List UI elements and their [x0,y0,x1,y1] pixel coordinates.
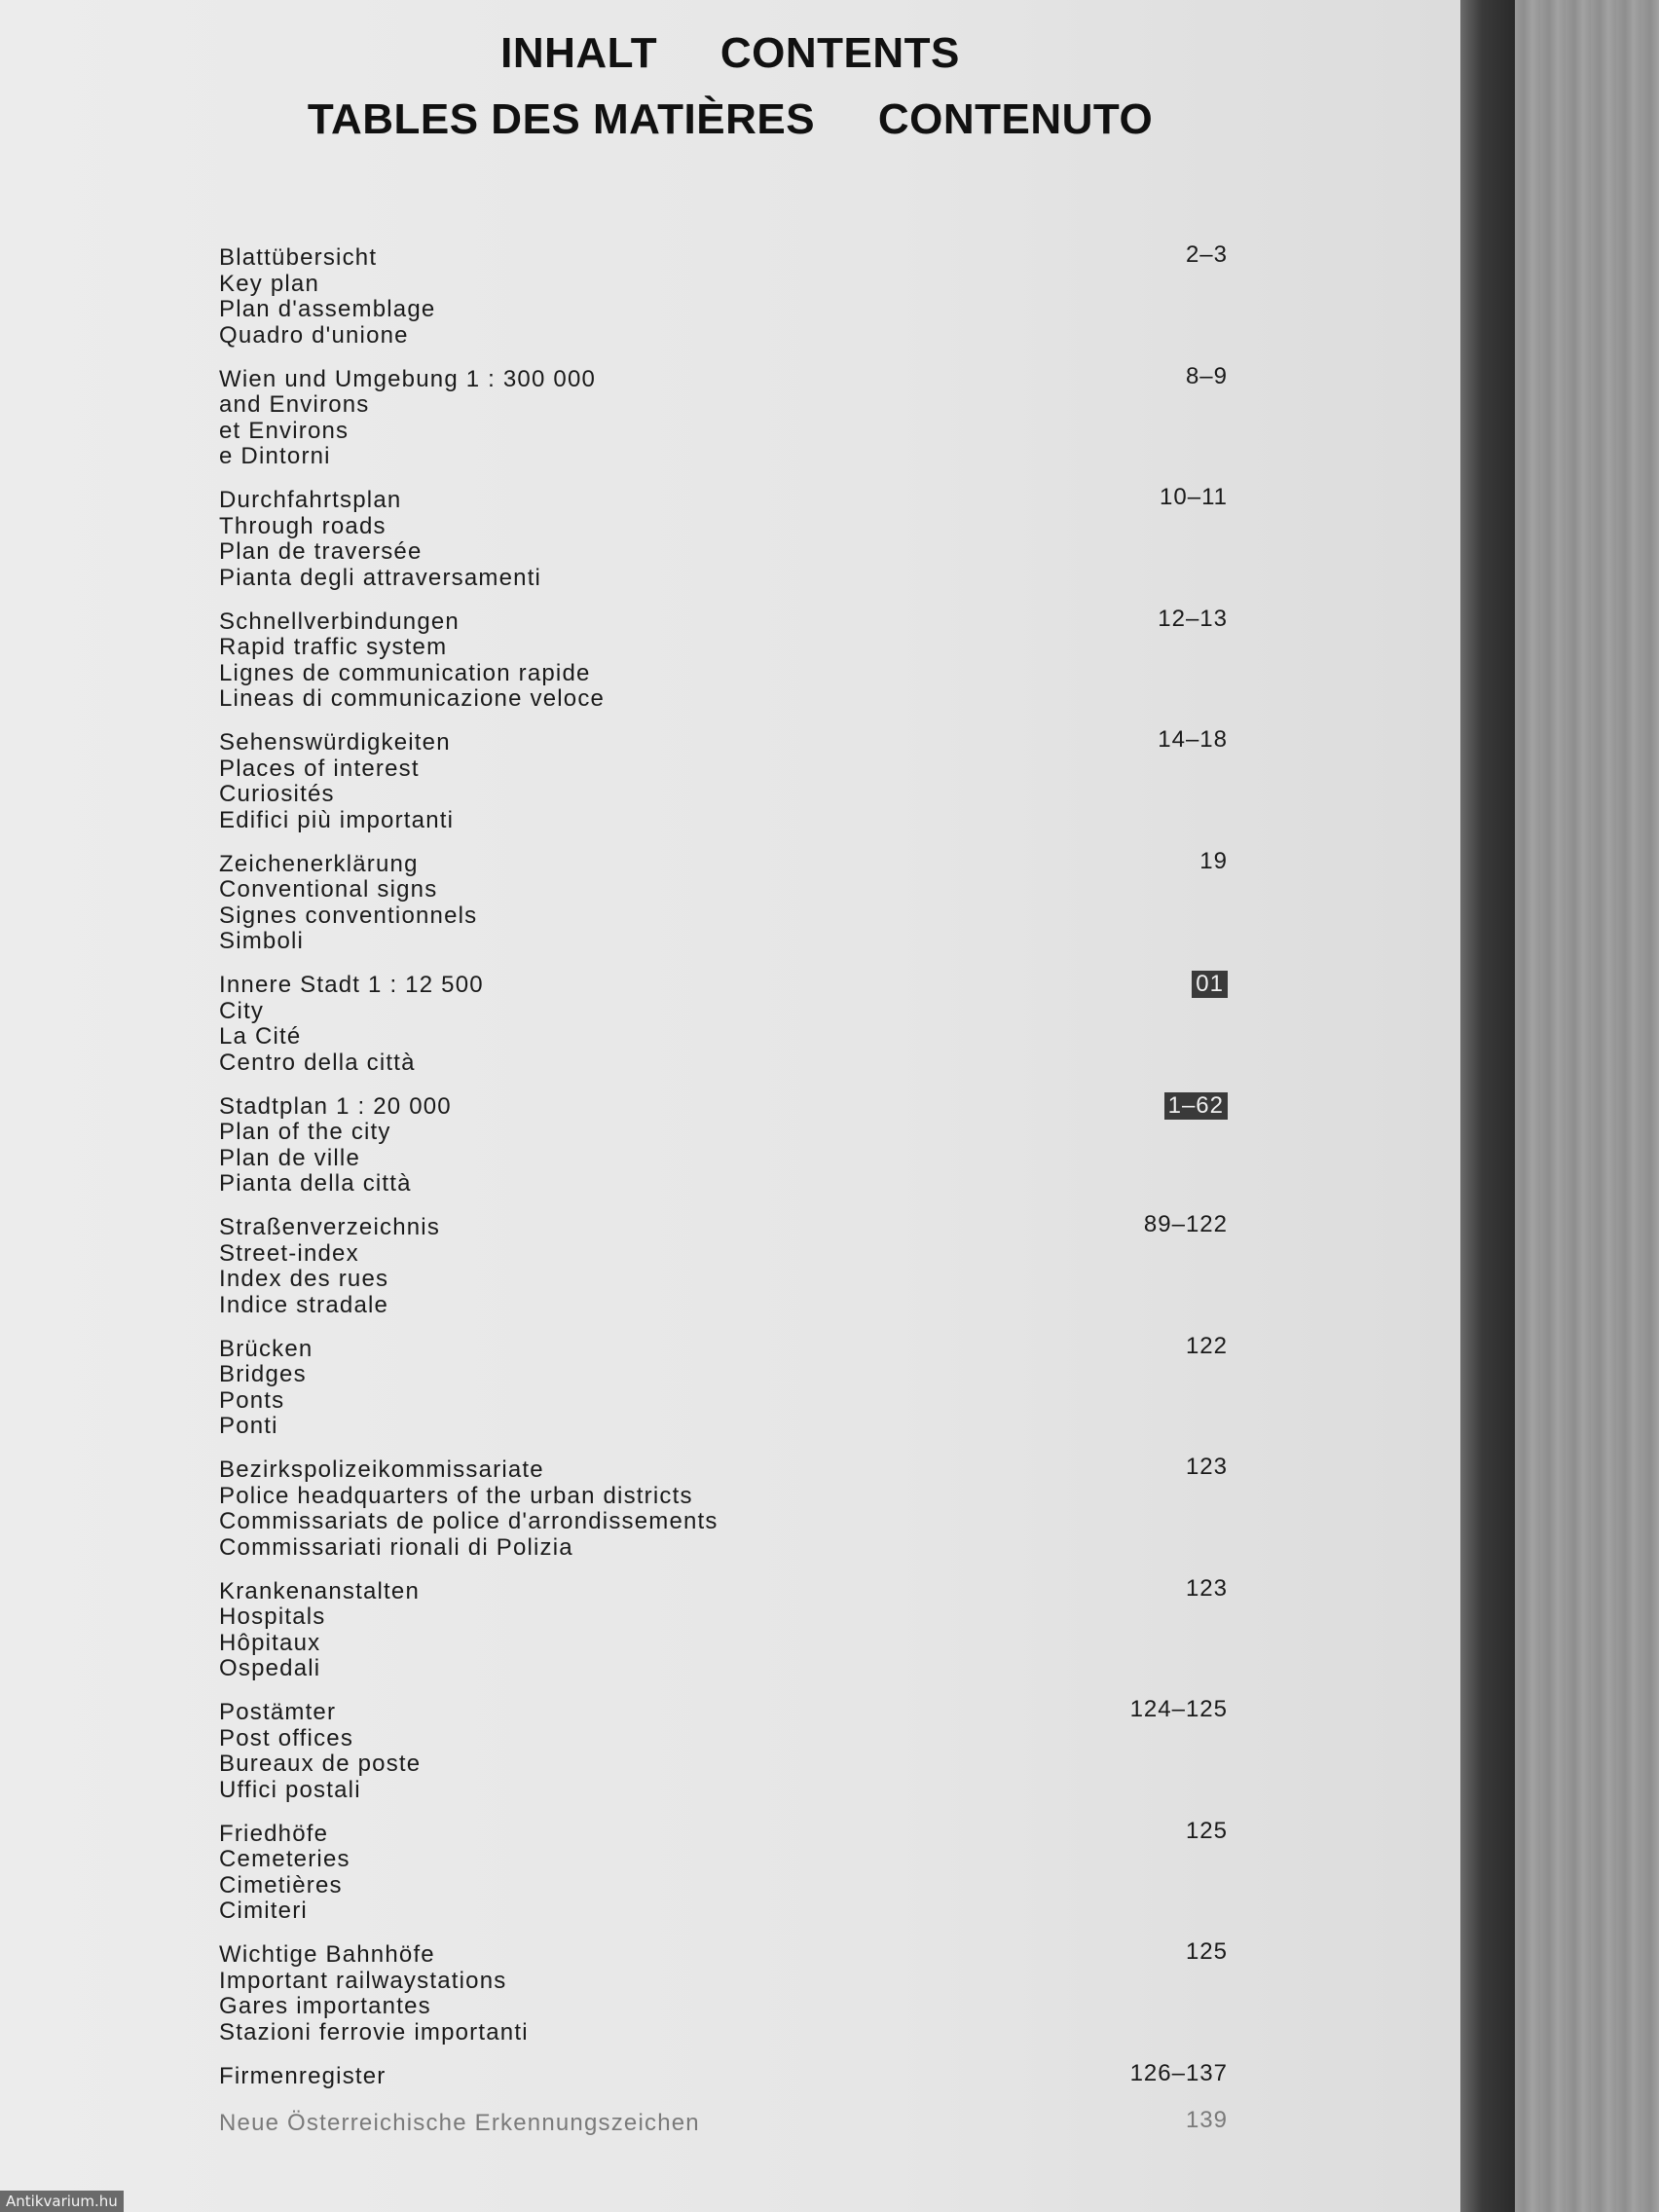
toc-entry-label: Hôpitaux [219,1629,321,1656]
toc-entry-label: Hospitals [219,1604,326,1630]
toc-entry-label: Wichtige Bahnhöfe [219,1941,435,1968]
toc-page-number: 89–122 [1143,1211,1228,1237]
toc-entry-labels [219,1337,1232,1440]
toc-entry-label: et Environs [219,417,350,444]
toc-entry-label: Cimetières [219,1871,343,1899]
toc-entry-labels [219,730,1232,833]
toc-entry-label: Plan d'assemblage [219,296,436,322]
toc-entry [219,726,1232,852]
toc-entry-label: Stazioni ferrovie importanti [219,2018,529,2046]
book-spine-edge [1460,0,1515,2212]
toc-entry-label: Sehenswürdigkeiten [219,729,451,756]
toc-entry-label: Commissariati rionali di Polizia [219,1533,573,1561]
toc-entry [219,1454,1232,1579]
toc-entry-label: Bridges [219,1361,307,1387]
toc-entry-label: Lineas di communicazione veloce [219,685,606,712]
toc-entry-label: Ospedali [219,1655,321,1681]
toc-entry-label: Conventional signs [219,876,438,903]
toc-entry-label: Zeichenerklärung [219,850,419,877]
toc-entry-labels [219,245,1232,349]
toc-entry-label: Postämter [219,1699,337,1725]
toc-entry-label: Friedhöfe [219,1820,329,1847]
toc-page-number: 1–62 [1164,1092,1228,1120]
toc-page-number: 122 [1185,1332,1228,1359]
toc-page-number: 8–9 [1185,362,1228,389]
toc-page-number: 125 [1185,1817,1228,1844]
toc-entry [219,1091,1232,1216]
title-tables-des-matieres: TABLES DES MATIÈRES [307,95,816,143]
toc-entry-label: and Environs [219,391,370,418]
toc-entry-label: Uffici postali [219,1776,361,1803]
toc-page-number: 2–3 [1185,241,1228,268]
toc-entry-label: Rapid traffic system [219,634,448,660]
toc-entry [219,2059,1232,2111]
toc-entry-label: Places of interest [219,755,420,782]
toc-entry-label: Firmenregister [219,2062,387,2089]
toc-entry-label: Curiosités [219,781,335,807]
toc-entry-label: Wien und Umgebung 1 : 300 000 [219,365,597,392]
toc-entry-labels [219,973,1232,1076]
toc-entry [219,973,1232,1094]
toc-entry-label: Ponti [219,1413,278,1439]
toc-entry-label: La Cité [219,1023,302,1050]
toc-entry-label: Post offices [219,1724,354,1751]
toc-entry-label: e Dintorni [219,443,331,469]
toc-page-number: 14–18 [1158,726,1228,753]
toc-entry [219,1938,1232,2064]
toc-entry-labels [219,1942,1232,2046]
toc-entry-labels [219,1094,1232,1198]
toc-page-number: 126–137 [1129,2059,1228,2086]
toc-entry-label: Commissariats de police d'arrondissements [219,1508,719,1534]
toc-entry-label: Cimiteri [219,1898,308,1924]
toc-entry-label: Krankenanstalten [219,1577,420,1604]
toc-entry [219,1696,1232,1822]
toc-entry-label: Bezirkspolizeikommissariate [219,1456,544,1483]
toc-entry [219,1211,1232,1337]
toc-entry [219,1817,1232,1943]
toc-entry [219,605,1232,731]
toc-entry-label: Street-index [219,1239,359,1267]
toc-entry-labels [219,609,1232,713]
toc-entry-label: Straßenverzeichnis [219,1214,441,1240]
toc-page-number: 10–11 [1160,484,1228,510]
toc-page-number: 12–13 [1158,605,1228,632]
toc-entry-label: Edifici più importanti [219,806,455,833]
title-contenuto: CONTENUTO [877,95,1154,143]
toc-entry-label: Brücken [219,1335,313,1362]
toc-entry-label: Index des rues [219,1266,389,1292]
toc-entry-label: Schnellverbindungen [219,608,460,635]
title-line-2 [214,95,1246,144]
toc-page-number: 125 [1185,1938,1228,1965]
toc-entry-label: Stadtplan 1 : 20 000 [219,1092,452,1120]
toc-entry-label: Police headquarters of the urban districts [219,1482,693,1509]
toc-entry-label: Pianta della città [219,1170,412,1197]
toc-entry-labels [219,1822,1232,1925]
toc-entry-label: Key plan [219,270,319,297]
toc-entry [219,484,1232,609]
background-surface [1515,0,1659,2212]
toc-entry-labels [219,2111,1232,2137]
toc-entry-label: Neue Österreichische Erkennungszeichen [219,2109,700,2136]
toc-entry-label: Innere Stadt 1 : 12 500 [219,972,484,998]
toc-entry-label: Indice stradale [219,1291,389,1318]
toc-page-number: 123 [1185,1574,1228,1602]
toc-entry [219,847,1232,974]
toc-entry-label: Bureaux de poste [219,1751,422,1777]
title-inhalt: INHALT [500,29,658,77]
toc-entry [219,1332,1232,1458]
toc-page-number: 123 [1185,1454,1228,1480]
toc-page-number: 139 [1185,2106,1228,2133]
toc-page-number: 01 [1192,971,1228,998]
toc-entry-label: Quadro d'unione [219,321,409,349]
toc-entry-label: Plan de traversée [219,538,423,565]
toc-entry-label: Signes conventionnels [219,902,478,929]
toc-entry [219,241,1232,367]
toc-entry-label: Centro della città [219,1049,416,1076]
toc-entry-labels [219,1700,1232,1803]
toc-entry-labels [219,1457,1232,1561]
toc-entry-label: City [219,997,265,1024]
toc-entry [219,362,1232,489]
toc-entry-label: Cemeteries [219,1846,350,1872]
title-line-1 [214,29,1246,78]
toc-entry-labels [219,1579,1232,1682]
toc-entry [219,1574,1232,1701]
toc-entry-labels [219,367,1232,470]
toc-entry-label: Durchfahrtsplan [219,487,402,513]
toc-entry-label: Lignes de communication rapide [219,659,591,686]
toc-entry-label: Simboli [219,928,305,954]
toc-page-number: 19 [1199,847,1228,874]
table-of-contents [219,241,1232,2157]
watermark: Antikvarium.hu [0,2191,124,2212]
toc-entry-labels [219,852,1232,955]
toc-page-number: 124–125 [1129,1696,1228,1722]
toc-entry-label: Ponts [219,1386,285,1414]
toc-entry-label: Gares importantes [219,1993,431,2019]
toc-entry [219,2106,1232,2157]
toc-entry-label: Important railwaystations [219,1967,507,1994]
toc-entry-labels [219,1215,1232,1318]
toc-entry-label: Blattübersicht [219,244,378,271]
title-contents: CONTENTS [719,29,960,77]
toc-entry-labels [219,488,1232,591]
toc-entry-label: Plan of the city [219,1119,391,1145]
toc-entry-label: Plan de ville [219,1144,361,1171]
toc-entry-label: Through roads [219,512,387,539]
toc-entry-labels [219,2064,1232,2090]
toc-entry-label: Pianta degli attraversamenti [219,564,542,591]
